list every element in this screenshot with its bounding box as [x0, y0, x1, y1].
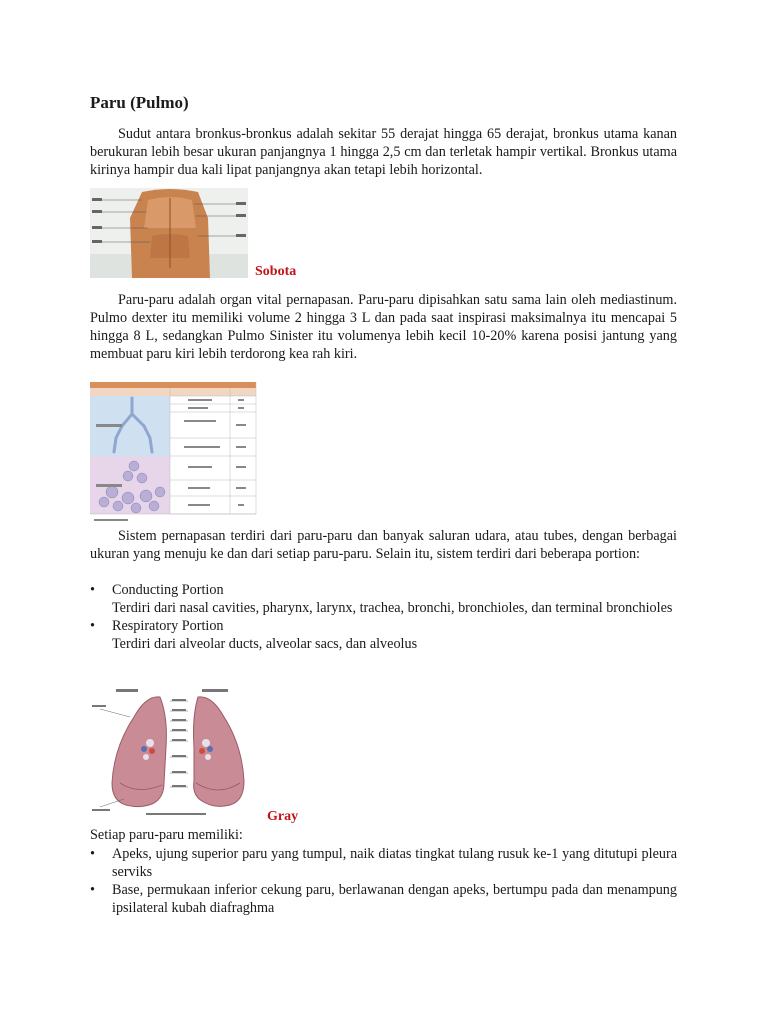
figure-caption-sobota: Sobota: [255, 264, 297, 279]
figure-caption-gray: Gray: [267, 809, 299, 824]
portion-description: Terdiri dari nasal cavities, pharynx, larynx, trachea, bronchi, bronchioles, dan terminal bronchioles: [112, 600, 673, 616]
lead-text: Setiap paru-paru memiliki:: [90, 827, 243, 843]
feature-text: Base, permukaan inferior cekung paru, berlawanan dengan apeks, bertumpu pada dan menampung ipsilateral kubah diafraghma: [112, 882, 677, 916]
lungs-figure: [90, 687, 260, 821]
feature-text: Apeks, ujung superior paru yang tumpul, naik diatas tingkat tulang rusuk ke-1 yang ditutupi pleura serviks: [112, 846, 677, 880]
list-item: [90, 617, 677, 653]
page-title: Paru (Pulmo): [90, 93, 189, 112]
bullet-icon: •: [90, 882, 95, 898]
paragraph-bronchi: Sudut antara bronkus-bronkus adalah sekitar 55 derajat hingga 65 derajat, bronkus utama kanan berukuran lebih besar ukuran panjangnya 1 hingga 2,5 cm dan terletak hampir vertikal. Bronkus utama kirinya hampir dua kali lipat panjangnya akan tetapi lebih horizontal.: [90, 126, 677, 178]
portion-name: Conducting Portion: [112, 582, 224, 598]
list-item: [90, 845, 677, 881]
airway-branching-figure: [88, 380, 258, 526]
bullet-icon: •: [90, 618, 95, 634]
list-item: [90, 881, 677, 917]
bullet-icon: •: [90, 846, 95, 862]
paragraph-lungs: Paru-paru adalah organ vital pernapasan. Paru-paru dipisahkan satu sama lain oleh mediastinum. Pulmo dexter itu memiliki volume 2 hingga 3 L dan pada saat inspirasi maksimalnya itu mencapai 5 hingga 8 L, sedangkan Pulmo Sinister itu volumenya lebih kecil 10-20% karena posisi jantung yang membuat paru kiri lebih terdorong kea rah kiri.: [90, 292, 677, 362]
feature-list: [90, 845, 677, 917]
portion-name: Respiratory Portion: [112, 618, 224, 634]
torso-figure: [90, 188, 248, 278]
portion-list: [90, 581, 677, 653]
portion-description: Terdiri dari alveolar ducts, alveolar sacs, dan alveolus: [112, 636, 418, 652]
paragraph-respiratory-system: Sistem pernapasan terdiri dari paru-paru dan banyak saluran udara, atau tubes, dengan berbagai ukuran yang menuju ke dan dari setiap paru-paru. Selain itu, sistem terdiri dari beberapa portion:: [90, 528, 677, 562]
bullet-icon: •: [90, 582, 95, 598]
list-item: [90, 581, 677, 617]
